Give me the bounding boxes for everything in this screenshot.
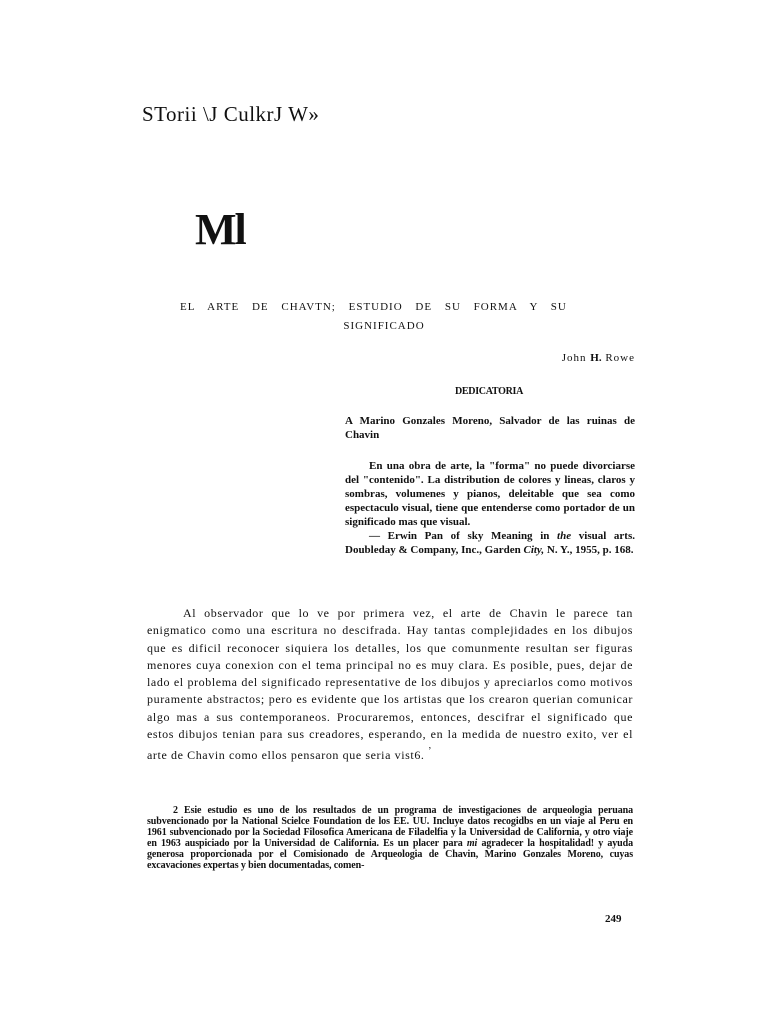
page-number: 249 (605, 913, 622, 925)
chapter-ornament: Ml (195, 205, 245, 254)
body-paragraph (147, 605, 633, 765)
author-last-name: Rowe (605, 352, 635, 364)
attribution-em-2: City, (523, 544, 545, 556)
article-title-line-1: EL ARTE DE CHAVTN; ESTUDIO DE SU FORMA Y SU (180, 301, 567, 313)
attribution-em-1: the (557, 530, 572, 542)
footnote-reference: ’ (428, 746, 433, 758)
body-paragraph-text: Al observador que lo ve por primera vez, el arte de Chavin le parece tan enigmatico como una escritura no descifrada. Hay tantas complejidades en los dibujos que es dificil reconocer siquiera los detalles, los que comunmente resultan ser figuras menores cuya conexion con el tema principal no es muy clara. Es posible, pues, dejar de lado el problema del significado representative de los dibujos y apreciarlos como motivos puramente abstractos; pero es evidente que los artistas que los crearon querian comunicar algo mas a sus contemporaneos. Procuraremos, entonces, descifrar el significado que estos dibujos tenian para sus creadores, esperando, en la medida de nuestro exito, ver el arte de Chavin como ellos pensaron que seria vist6. (147, 606, 633, 763)
dedication-text: A Marino Gonzales Moreno, Salvador de las ruinas de Chavin (345, 415, 635, 441)
footnote (147, 805, 633, 871)
attribution-middle: visual arts. Doubleday & Company, Inc., Garden (345, 530, 636, 556)
attribution-suffix: N. Y., 1955, p. 168. (544, 544, 634, 556)
article-title-line-2: SIGNIFICADO (343, 320, 425, 332)
epigraph (345, 459, 635, 557)
footnote-number: 2 (173, 805, 178, 816)
author-first-name: John (561, 352, 587, 364)
footnote-text-before: Esie estudio es uno de los resultados de un programa de investigaciones de arqueologia peruana subvencionado por la National Scielce Foundation de los EE. UU. Incluye datos recogidbs en un viaje al Peru en 1961 subvencionado por la Sociedad Filosofica Americana de Filadelfia y la Universidad de California, y otro viaje en 1963 auspiciado por la Universidad de California. Es un placer para (147, 805, 633, 849)
attribution-prefix: — Erwin Pan of sky Meaning in (369, 530, 558, 542)
epigraph-quote: En una obra de arte, la "forma" no puede divorciarse del "contenido". La distribution de colores y lineas, claros y sombras, volumenes y pianos, deleitable que sea como espectaculo visual, tiene que entenderse como portador de un significado mas que visual. (345, 460, 635, 528)
dedication-heading: DEDICATORIA (455, 386, 524, 397)
author-initial: H. (590, 352, 602, 364)
running-header: STorii \J CulkrJ W» (142, 102, 320, 126)
footnote-em: mi (466, 838, 478, 849)
author-name (562, 352, 635, 364)
footnote-text-after: agradecer la hospitalidad! y ayuda generosa proporcionada por el Comisionado de Arqueologia de Chavin, Marino Gonzales Moreno, cuyas excavaciones expertas y bien documentadas, comen- (147, 838, 633, 871)
epigraph-attribution (345, 529, 635, 557)
